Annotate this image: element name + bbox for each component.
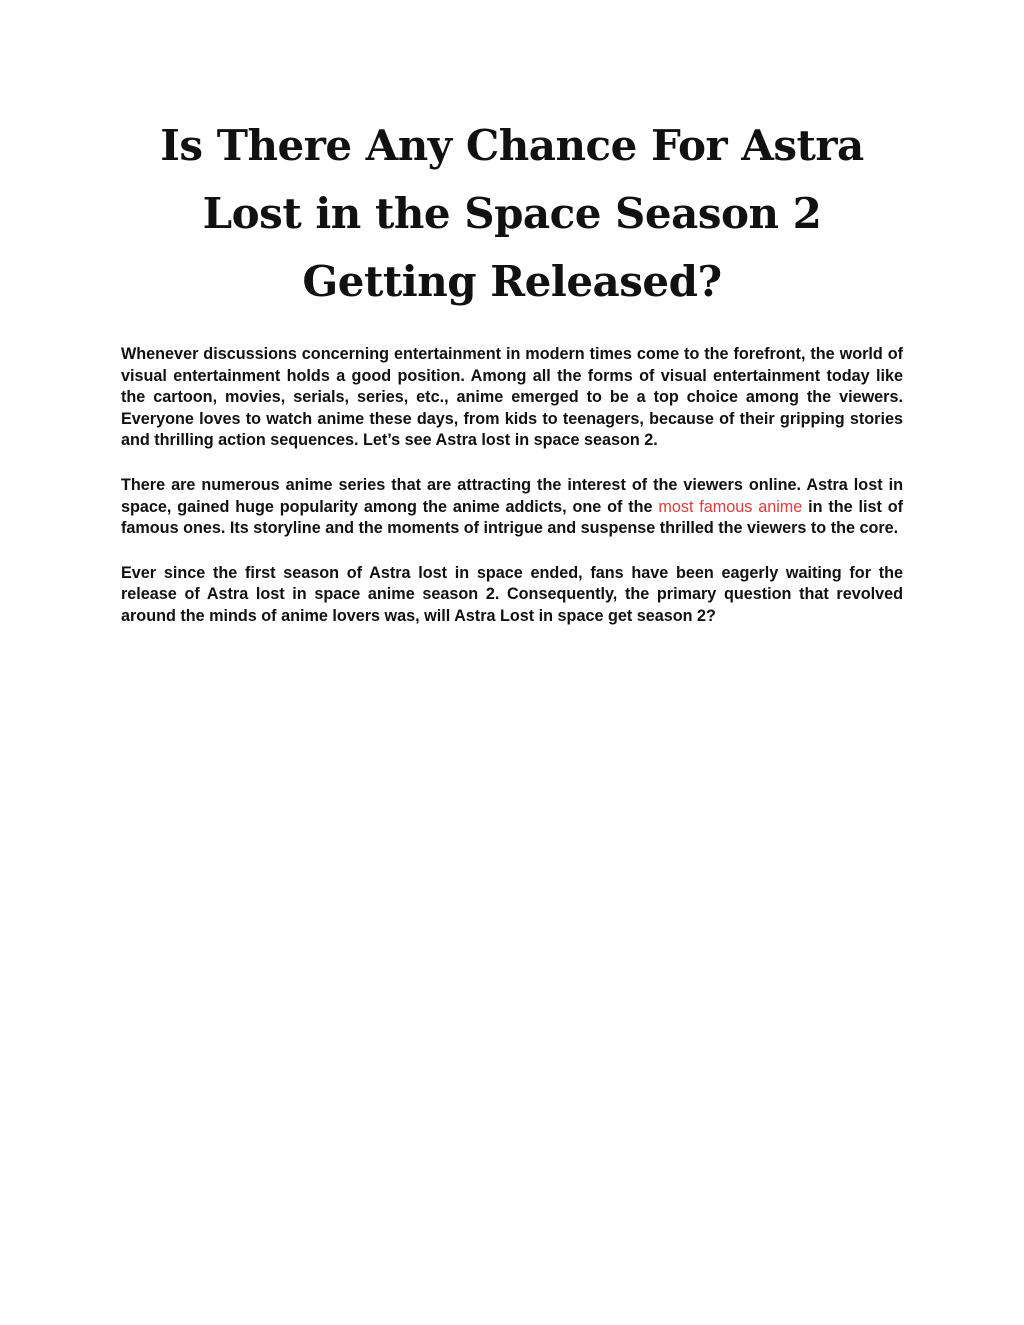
page-title: Is There Any Chance For Astra Lost in the Space Season 2 Getting Released? <box>160 121 864 306</box>
most-famous-anime-link[interactable]: most famous anime <box>658 497 803 516</box>
paragraph-intro: Whenever discussions concerning entertainment in modern times come to the forefront, the world of visual entertainment holds a good position. Among all the forms of visual entertainment today like the cartoon, movies, serials, series, etc., anime emerged to be a top choice among the viewers. Everyone loves to watch anime these days, from kids to teenagers, because of their gripping stories and thrilling action sequences. Let’s see Astra lost in space season 2. <box>121 345 903 450</box>
paragraph-season-question: Ever since the first season of Astra lost in space ended, fans have been eagerly waiting for the release of Astra lost in space anime season 2. Consequently, the primary question that revolved around the minds of anime lovers was, will Astra Lost in space get season 2? <box>121 563 903 625</box>
article-body <box>121 344 903 651</box>
paragraph-popularity-text-end: in the list of famous ones. Its storyline and the moments of intrigue and suspense thrilled the viewers to the core. <box>121 497 903 538</box>
paragraph-popularity <box>121 475 903 540</box>
paragraph-popularity-text-start: There are numerous anime series that are attracting the interest of the viewers online. Astra lost in space, gained huge popularity among the anime addicts, one of the <box>121 475 903 516</box>
